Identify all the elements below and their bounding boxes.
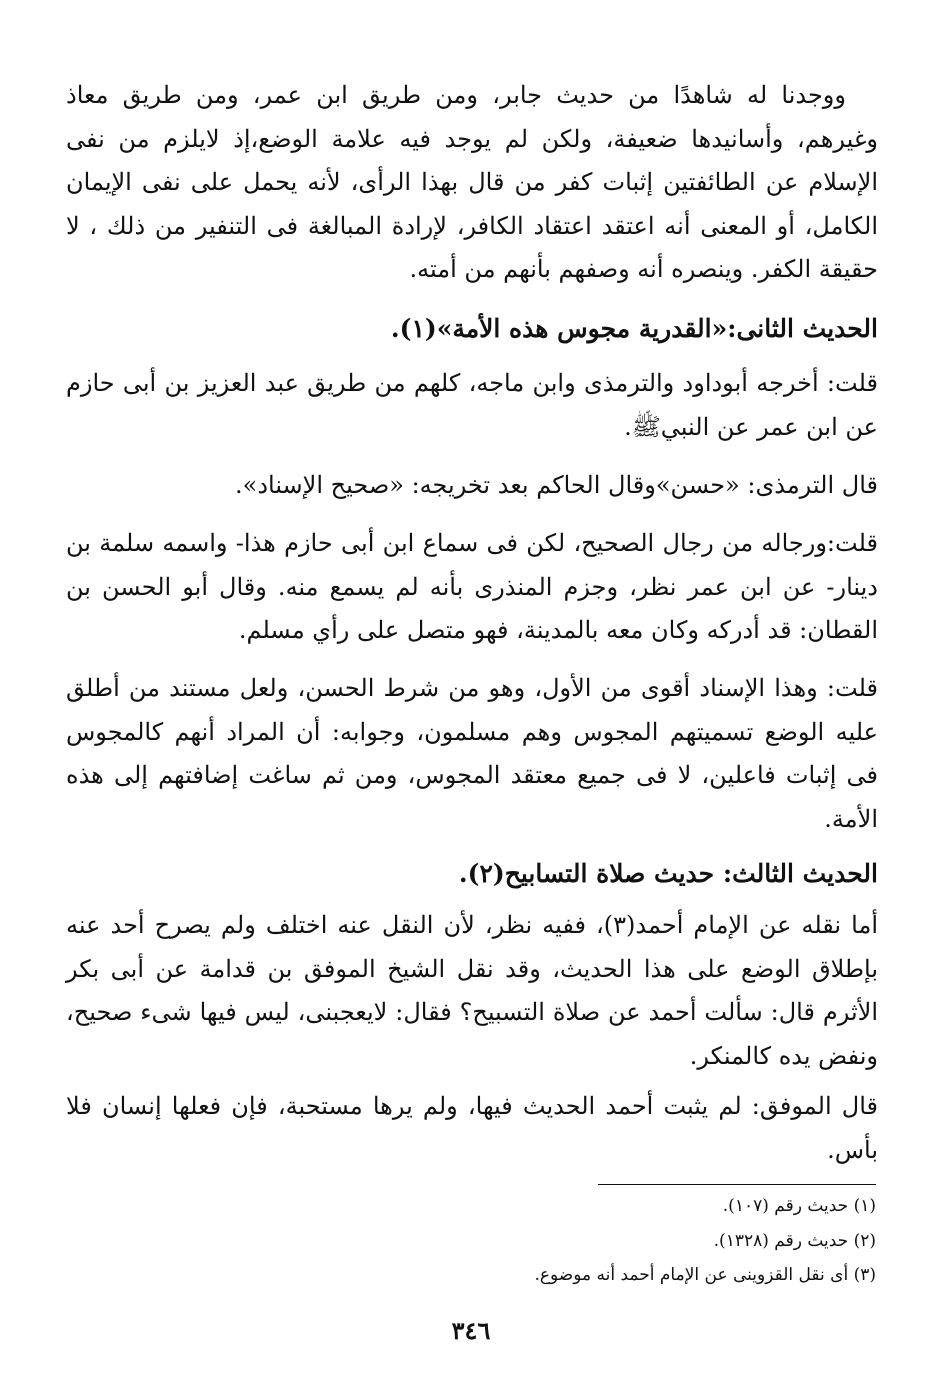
heading-third-hadith: الحديث الثالث: حديث صلاة التسابيح(٢). [458,859,878,888]
footnote-3: (٣) أى نقل القزوينى عن الإمام أحمد أنه موضوع. [534,1265,876,1285]
paragraph-2: قلت: أخرجه أبوداود والترمذى وابن ماجه، كلهم من طريق عبد العزيز بن أبى حازم عن ابن عمر عن النبيﷺ. [66,369,878,441]
paragraph-1: ووجدنا له شاهدًا من حديث جابر، ومن طريق ابن عمر، ومن طريق معاذ وغيرهم، وأسانيدها ضعيفة، ولكن لم يوجد فيه علامة الوضع،إذ لايلزم من نفى الإسلام عن الطائفتين إثبات كفر من قال بهذا الرأى، لأنه يحمل على نفى الإيمان الكامل، أو المعنى أنه اعتقد اعتقاد الكافر، لإرادة المبالغة فى التنفير من ذلك ، لا حقيقة الكفر. وينصره أنه وصفهم بأنهم من أمته. [66,81,878,283]
page-number: ٣٤٦ [451,1316,491,1345]
footnote-divider [598,1184,876,1185]
paragraph-5: قلت: وهذا الإسناد أقوى من الأول، وهو من شرط الحسن، ولعل مستند من أطلق عليه الوضع تسميتهم المجوس وهم مسلمون، وجوابه: أن المراد أنهم كالمجوس فى إثبات فاعلين، لا فى جميع معتقد المجوس، ومن ثم ساغت إضافتهم إلى هذه الأمة. [66,674,878,833]
paragraph-7: قال الموفق: لم يثبت أحمد الحديث فيها، ولم يرها مستحبة، فإن فعلها إنسان فلا بأس. [66,1092,878,1164]
heading-second-hadith: الحديث الثانى:«القدرية مجوس هذه الأمة»(١). [390,314,878,343]
paragraph-6: أما نقله عن الإمام أحمد(٣)، ففيه نظر، لأن النقل عنه اختلف ولم يصرح أحد عنه بإطلاق الوضع على هذا الحديث، وقد نقل الشيخ الموفق بن قدامة عن أبى بكر الأثرم قال: سألت أحمد عن صلاة التسبيح؟ فقال: لايعجبنى، ليس فيها شىء صحيح، ونفض يده كالمنكر. [66,911,878,1070]
paragraph-3: قال الترمذى: «حسن»وقال الحاكم بعد تخريجه: «صحيح الإسناد». [235,471,878,499]
footnote-2: (٢) حديث رقم (١٣٢٨). [713,1231,876,1251]
paragraph-4: قلت:ورجاله من رجال الصحيح، لكن فى سماع ابن أبى حازم هذا- واسمه سلمة بن دينار- عن ابن عمر نظر، وجزم المنذرى بأنه لم يسمع منه. وقال أبو الحسن بن القطان: قد أدركه وكان معه بالمدينة، فهو متصل على رأي مسلم. [66,529,879,644]
footnote-1: (١) حديث رقم (١٠٧). [722,1196,876,1216]
